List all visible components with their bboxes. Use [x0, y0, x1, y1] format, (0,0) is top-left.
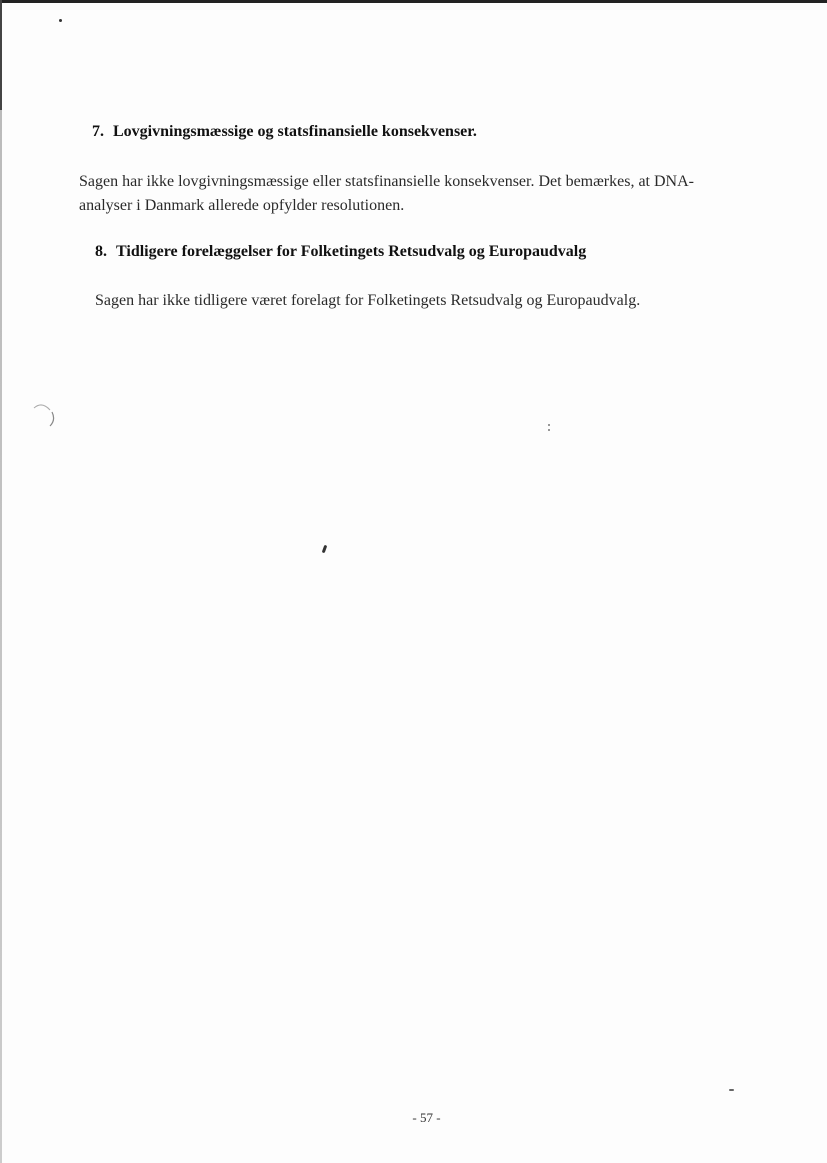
- scan-speck: [729, 1089, 734, 1091]
- scan-speck: [548, 429, 550, 431]
- section-8-body: Sagen har ikke tidligere været forelagt for Folketingets Retsudvalg og Europaudvalg.: [95, 292, 641, 309]
- page-number: - 57 -: [412, 1110, 441, 1125]
- section-7-title: Lovgivningsmæssige og statsfinansielle konsekvenser.: [113, 123, 477, 140]
- section-8-heading: [95, 243, 586, 261]
- section-8-title: Tidligere forelæggelser for Folketingets Retsudvalg og Europaudvalg: [116, 243, 587, 260]
- punch-hole-mark: [30, 402, 56, 428]
- section-7-heading: [92, 123, 477, 141]
- scan-speck: [322, 545, 328, 554]
- section-7-body-line-1: Sagen har ikke lovgivningsmæssige eller statsfinansielle konsekvenser. Det bemærkes, at DNA-: [79, 173, 694, 190]
- section-7-number: 7.: [92, 123, 104, 140]
- scan-left-edge: [0, 0, 2, 1163]
- scan-speck: [548, 424, 550, 426]
- section-7-body: [79, 170, 694, 218]
- scan-top-edge: [0, 0, 827, 3]
- section-8-number: 8.: [95, 243, 107, 260]
- section-7-body-line-2: analyser i Danmark allerede opfylder resolutionen.: [79, 197, 405, 214]
- scan-speck: [59, 19, 62, 22]
